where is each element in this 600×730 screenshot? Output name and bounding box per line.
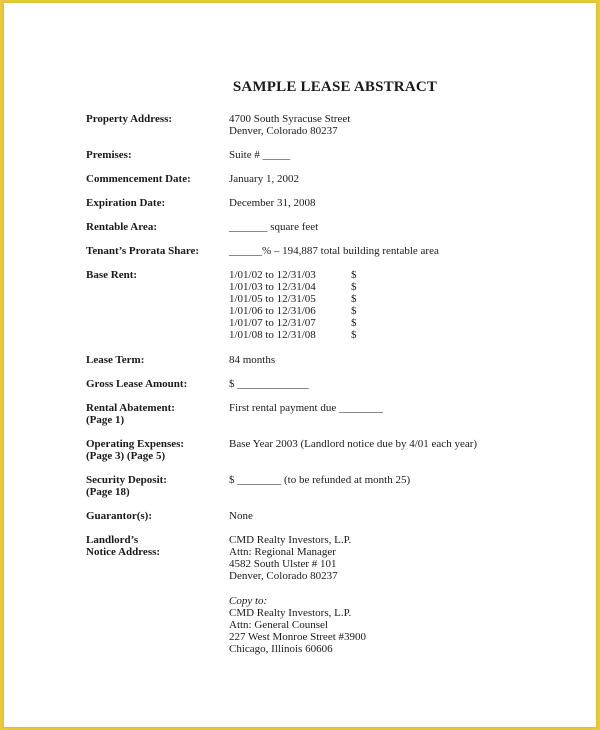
landlord-notice-label: Landlord’s Notice Address: bbox=[86, 534, 161, 558]
property-address-line-1: 4700 South Syracuse Street bbox=[229, 113, 351, 125]
copy-to-line: 227 West Monroe Street #3900 bbox=[229, 631, 367, 643]
operating-expenses-value: Base Year 2003 (Landlord notice due by 4/01 each year) bbox=[229, 438, 478, 450]
base-rent-amount: $ bbox=[351, 269, 357, 281]
gross-lease-amount-label: Gross Lease Amount: bbox=[86, 378, 188, 390]
rentable-area-value: _______ square feet bbox=[229, 221, 319, 233]
copy-to-label: Copy to: bbox=[229, 595, 268, 607]
copy-to-line: Chicago, Illinois 60606 bbox=[229, 643, 333, 655]
copy-to-line: Attn: General Counsel bbox=[229, 619, 328, 631]
guarantors-label: Guarantor(s): bbox=[86, 510, 152, 522]
base-rent-amount: $ bbox=[351, 317, 357, 329]
base-rent-amount: $ bbox=[351, 329, 357, 341]
base-rent-period: 1/01/03 to 12/31/04 bbox=[229, 281, 316, 293]
security-deposit-label: Security Deposit: (Page 18) bbox=[86, 474, 167, 498]
lease-term-label: Lease Term: bbox=[86, 354, 145, 366]
premises-value: Suite # _____ bbox=[229, 149, 291, 161]
gross-lease-amount-value: $ _____________ bbox=[229, 378, 309, 390]
guarantors-value: None bbox=[229, 510, 253, 522]
prorata-share-label: Tenant’s Prorata Share: bbox=[86, 245, 200, 257]
base-rent-amount: $ bbox=[351, 293, 357, 305]
security-deposit-value: $ ________ (to be refunded at month 25) bbox=[229, 474, 411, 486]
base-rent-label: Base Rent: bbox=[86, 269, 138, 281]
commencement-date-label: Commencement Date: bbox=[86, 173, 191, 185]
rental-abatement-value: First rental payment due ________ bbox=[229, 402, 383, 414]
base-rent-amount: $ bbox=[351, 281, 357, 293]
base-rent-period: 1/01/05 to 12/31/05 bbox=[229, 293, 316, 305]
landlord-notice-line: Attn: Regional Manager bbox=[229, 546, 336, 558]
rentable-area-label: Rentable Area: bbox=[86, 221, 157, 233]
base-rent-period: 1/01/06 to 12/31/06 bbox=[229, 305, 316, 317]
commencement-date-value: January 1, 2002 bbox=[229, 173, 299, 185]
copy-to-line: CMD Realty Investors, L.P. bbox=[229, 607, 352, 619]
landlord-notice-line: Denver, Colorado 80237 bbox=[229, 570, 338, 582]
operating-expenses-label: Operating Expenses: (Page 3) (Page 5) bbox=[86, 438, 185, 462]
document-title: SAMPLE LEASE ABSTRACT bbox=[232, 79, 438, 95]
premises-label: Premises: bbox=[86, 149, 132, 161]
property-address-label: Property Address: bbox=[86, 113, 173, 125]
landlord-notice-line: CMD Realty Investors, L.P. bbox=[229, 534, 352, 546]
lease-term-value: 84 months bbox=[229, 354, 276, 366]
document-page bbox=[4, 3, 596, 727]
prorata-share-value: ______% – 194,887 total building rentable area bbox=[229, 245, 439, 257]
base-rent-amount: $ bbox=[351, 305, 357, 317]
base-rent-period: 1/01/08 to 12/31/08 bbox=[229, 329, 316, 341]
base-rent-period: 1/01/02 to 12/31/03 bbox=[229, 269, 316, 281]
rental-abatement-label: Rental Abatement: (Page 1) bbox=[86, 402, 175, 426]
base-rent-period: 1/01/07 to 12/31/07 bbox=[229, 317, 316, 329]
expiration-date-value: December 31, 2008 bbox=[229, 197, 316, 209]
expiration-date-label: Expiration Date: bbox=[86, 197, 166, 209]
landlord-notice-line: 4582 South Ulster # 101 bbox=[229, 558, 337, 570]
property-address-line-2: Denver, Colorado 80237 bbox=[229, 125, 338, 137]
